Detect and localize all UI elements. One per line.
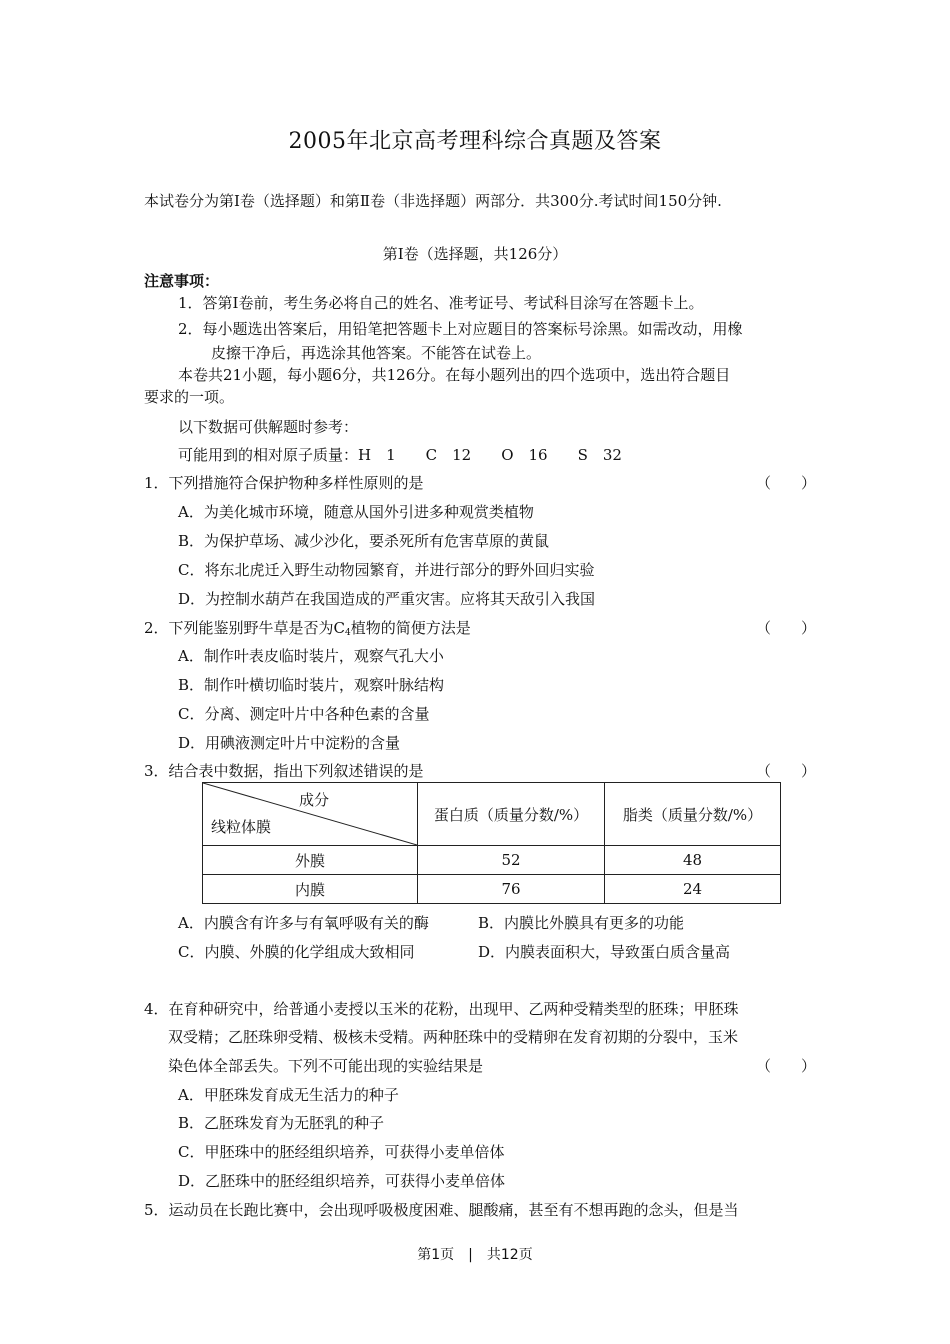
question-1-stem: 1．下列措施符合保护物种多样性原则的是 <box>144 474 424 492</box>
question-4-stem-line1: 4．在育种研究中，给普通小麦授以玉米的花粉，出现甲、乙两种受精类型的胚珠；甲胚珠 <box>144 1000 739 1018</box>
page-footer: 第1页 | 共12页 <box>417 1247 533 1263</box>
q2-stem-post: 植物的简便方法是 <box>350 619 471 637</box>
note-item-2-line2: 皮擦干净后，再选涂其他答案。不能答在试卷上。 <box>211 344 542 362</box>
reference-note: 以下数据可供解题时参考： <box>178 418 359 436</box>
table-header-protein: 蛋白质（质量分数/%） <box>418 783 605 846</box>
question-4-stem-line2: 双受精；乙胚珠卵受精、极核未受精。两种胚珠中的受精卵在发育初期的分裂中，玉米 <box>168 1028 739 1046</box>
q2-stem-sub: 4 <box>345 628 351 638</box>
corner-label-component: 成分 <box>298 791 329 809</box>
answer-paren: （ ） <box>756 1057 817 1075</box>
corner-label-membrane: 线粒体膜 <box>211 818 272 836</box>
q2-stem-pre: 2．下列能鉴别野牛草是否为C <box>144 619 346 637</box>
q3-option-a: A．内膜含有许多与有氧呼吸有关的酶 <box>178 914 429 932</box>
scope-line2: 要求的一项。 <box>144 388 235 406</box>
q2-option-d: D．用碘液测定叶片中淀粉的含量 <box>178 734 401 752</box>
q3-option-d: D．内膜表面积大，导致蛋白质含量高 <box>478 943 731 961</box>
section-title: 第Ⅰ卷（选择题，共126分） <box>382 245 568 263</box>
atomic-mass-line: 可能用到的相对原子质量：H 1 C 12 O 16 S 32 <box>178 446 622 464</box>
question-5-stem-line1: 5．运动员在长跑比赛中，会出现呼吸极度困难、腿酸痛，甚至有不想再跑的念头，但是当 <box>144 1201 739 1219</box>
question-3-stem: 3．结合表中数据，指出下列叙述错误的是 <box>144 762 424 780</box>
notes-heading: 注意事项： <box>144 272 220 290</box>
table-cell-protein: 52 <box>418 846 605 875</box>
q1-option-d: D．为控制水葫芦在我国造成的严重灾害。应将其天敌引入我国 <box>178 590 596 608</box>
q1-option-b: B．为保护草场、减少沙化，要杀死所有危害草原的黄鼠 <box>178 532 550 550</box>
question-4-stem-line3: 染色体全部丢失。下列不可能出现的实验结果是 <box>168 1057 484 1075</box>
table-cell-lipid: 48 <box>605 846 781 875</box>
membrane-composition-table <box>202 782 781 904</box>
note-item-1: 1．答第Ⅰ卷前，考生务必将自己的姓名、准考证号、考试科目涂写在答题卡上。 <box>178 294 704 312</box>
exam-intro: 本试卷分为第Ⅰ卷（选择题）和第Ⅱ卷（非选择题）两部分．共300分.考试时间150分钟. <box>144 192 722 210</box>
table-cell-lipid: 24 <box>605 875 781 904</box>
table-corner-cell <box>203 783 418 846</box>
q1-option-c: C．将东北虎迁入野生动物园繁育，并进行部分的野外回归实验 <box>178 561 595 579</box>
table-cell-name: 内膜 <box>203 875 418 904</box>
table-cell-name: 外膜 <box>203 846 418 875</box>
q3-option-c: C．内膜、外膜的化学组成大致相同 <box>178 943 415 961</box>
question-2-stem <box>144 617 471 638</box>
q2-option-a: A．制作叶表皮临时装片，观察气孔大小 <box>178 647 444 665</box>
page-title: 2005年北京高考理科综合真题及答案 <box>288 129 662 154</box>
q4-option-d: D．乙胚珠中的胚经组织培养，可获得小麦单倍体 <box>178 1172 506 1190</box>
q4-option-b: B．乙胚珠发育为无胚乳的种子 <box>178 1114 385 1132</box>
q2-option-c: C．分离、测定叶片中各种色素的含量 <box>178 705 430 723</box>
q1-option-a: A．为美化城市环境，随意从国外引进多种观赏类植物 <box>178 503 534 521</box>
answer-paren: （ ） <box>756 762 817 780</box>
q4-option-a: A．甲胚珠发育成无生活力的种子 <box>178 1086 399 1104</box>
answer-paren: （ ） <box>756 619 817 637</box>
note-item-2-line1: 2．每小题选出答案后，用铅笔把答题卡上对应题目的答案标号涂黑。如需改动，用橡 <box>178 320 743 338</box>
table-header-lipid: 脂类（质量分数/%） <box>605 783 781 846</box>
table-row <box>203 875 781 904</box>
q4-option-c: C．甲胚珠中的胚经组织培养，可获得小麦单倍体 <box>178 1143 505 1161</box>
scope-line1: 本卷共21小题，每小题6分，共126分。在每小题列出的四个选项中，选出符合题目 <box>178 366 731 384</box>
table-cell-protein: 76 <box>418 875 605 904</box>
q2-option-b: B．制作叶横切临时装片，观察叶脉结构 <box>178 676 445 694</box>
q3-option-b: B．内膜比外膜具有更多的功能 <box>478 914 685 932</box>
answer-paren: （ ） <box>756 474 817 492</box>
table-row <box>203 846 781 875</box>
